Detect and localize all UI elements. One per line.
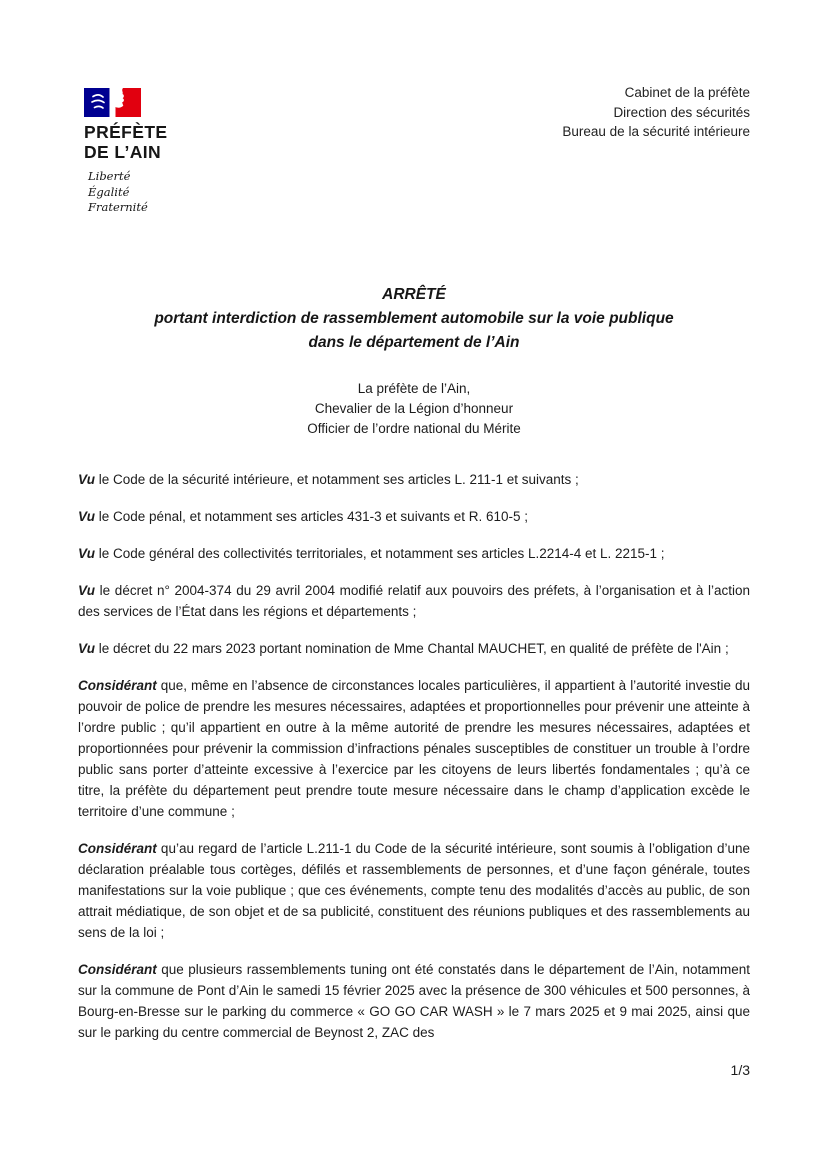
logo-title-line2: DE L’AIN bbox=[84, 142, 162, 162]
paragraph-vu-3 bbox=[78, 543, 750, 564]
paragraph-text: que plusieurs rassemblements tuning ont été constatés dans le département de l’Ain, notamment sur la commune de Pont d’Ain le samedi 15 février 2025 avec la présence de 300 véhicules et 500 personnes, à Bourg-en-Bresse sur le parking du commerce « GO GO CAR WASH » le 7 mars 2025 et 9 mai 2025, ainsi que sur le parking du centre commercial de Beynost 2, ZAC des bbox=[78, 962, 750, 1040]
paragraph-vu-1 bbox=[78, 469, 750, 490]
paragraph-text: le décret n° 2004-374 du 29 avril 2004 modifié relatif aux pouvoirs des préfets, à l’organisation et à l’action des services de l’État dans les régions et départements ; bbox=[78, 583, 750, 619]
paragraph-lead: Vu bbox=[78, 509, 96, 524]
paragraph-lead: Vu bbox=[78, 583, 96, 598]
issuing-office bbox=[562, 83, 750, 142]
paragraph-lead: Vu bbox=[78, 472, 96, 487]
paragraph-considerant-1 bbox=[78, 675, 750, 822]
paragraph-text: le Code de la sécurité intérieure, et notamment ses articles L. 211-1 et suivants ; bbox=[95, 472, 579, 487]
paragraph-lead: Considérant bbox=[78, 962, 157, 977]
motto-fraternite: Fraternité bbox=[88, 200, 148, 214]
paragraph-lead: Considérant bbox=[78, 678, 157, 693]
logo-title-line1: PRÉFÈTE bbox=[84, 122, 168, 142]
issuing-authority bbox=[78, 379, 750, 439]
paragraph-text: qu’au regard de l’article L.211-1 du Code de la sécurité intérieure, sont soumis à l’obligation d’une déclaration préalable tous cortèges, défilés et rassemblements de personnes, et d’une façon générale, toutes manifestations sur la voie publique ; que ces événements, compte tenu des modalités d’accès au public, de son attrait médiatique, de son objet et de sa publicité, constituent des réunions publiques et des rassemblements au sens de la loi ; bbox=[78, 841, 750, 940]
motto-egalite: Égalité bbox=[88, 184, 130, 199]
paragraph-text: le décret du 22 mars 2023 portant nomination de Mme Chantal MAUCHET, en qualité de préfète de l'Ain ; bbox=[95, 641, 729, 656]
paragraph-text: le Code pénal, et notamment ses articles 431-3 et suivants et R. 610-5 ; bbox=[95, 509, 528, 524]
paragraph-vu-2 bbox=[78, 506, 750, 527]
title-department: dans le département de l’Ain bbox=[308, 334, 520, 351]
paragraph-lead: Vu bbox=[78, 546, 96, 561]
paragraph-considerant-2 bbox=[78, 838, 750, 943]
paragraph-text: le Code général des collectivités territoriales, et notamment ses articles L.2214-4 et L. 2215-1 ; bbox=[95, 546, 665, 561]
paragraph-vu-5 bbox=[78, 638, 750, 659]
motto-liberte: Liberté bbox=[88, 169, 131, 183]
office-line-bureau: Bureau de la sécurité intérieure bbox=[562, 124, 750, 139]
prefecture-logo bbox=[84, 88, 284, 216]
paragraph-lead: Considérant bbox=[78, 841, 157, 856]
office-line-direction: Direction des sécurités bbox=[613, 104, 750, 120]
authority-honor2: Officier de l’ordre national du Mérite bbox=[307, 421, 521, 436]
paragraph-considerant-3 bbox=[78, 959, 750, 1043]
paragraph-text: que, même en l’absence de circonstances locales particulières, il appartient à l’autorité investie du pouvoir de police de prendre les mesures nécessaires, adaptées et proportionnelles pour prévenir une atteinte à l’ordre public ; qu’il appartient en outre à la même autorité de prendre les mesures nécessaires, adaptées et proportionnées pour prévenir la commission d’infractions pénales susceptibles de constituer un trouble à l’ordre public sans porter d’atteinte excessive à l’exercice par les citoyens de leurs libertés fondamentales ; qu’à ce titre, la préfète du département peut prendre toute mesure nécessaire dans le champ d’application excède le territoire d’une commune ; bbox=[78, 678, 750, 819]
office-line-cabinet: Cabinet de la préfète bbox=[624, 85, 750, 100]
logo-motto bbox=[84, 169, 284, 216]
authority-honor1: Chevalier de la Légion d’honneur bbox=[314, 401, 514, 416]
title-arrete: ARRÊTÉ bbox=[382, 286, 446, 303]
paragraph-vu-4 bbox=[78, 580, 750, 622]
logo-title bbox=[84, 122, 284, 162]
page-number: 1/3 bbox=[730, 1062, 750, 1078]
document-body bbox=[78, 283, 750, 1059]
authority-name: La préfète de l’Ain, bbox=[357, 381, 471, 396]
paragraph-lead: Vu bbox=[78, 641, 96, 656]
title-subject: portant interdiction de rassemblement automobile sur la voie publique bbox=[154, 310, 674, 327]
document-title bbox=[78, 283, 750, 355]
marianne-flag-icon bbox=[84, 88, 141, 117]
